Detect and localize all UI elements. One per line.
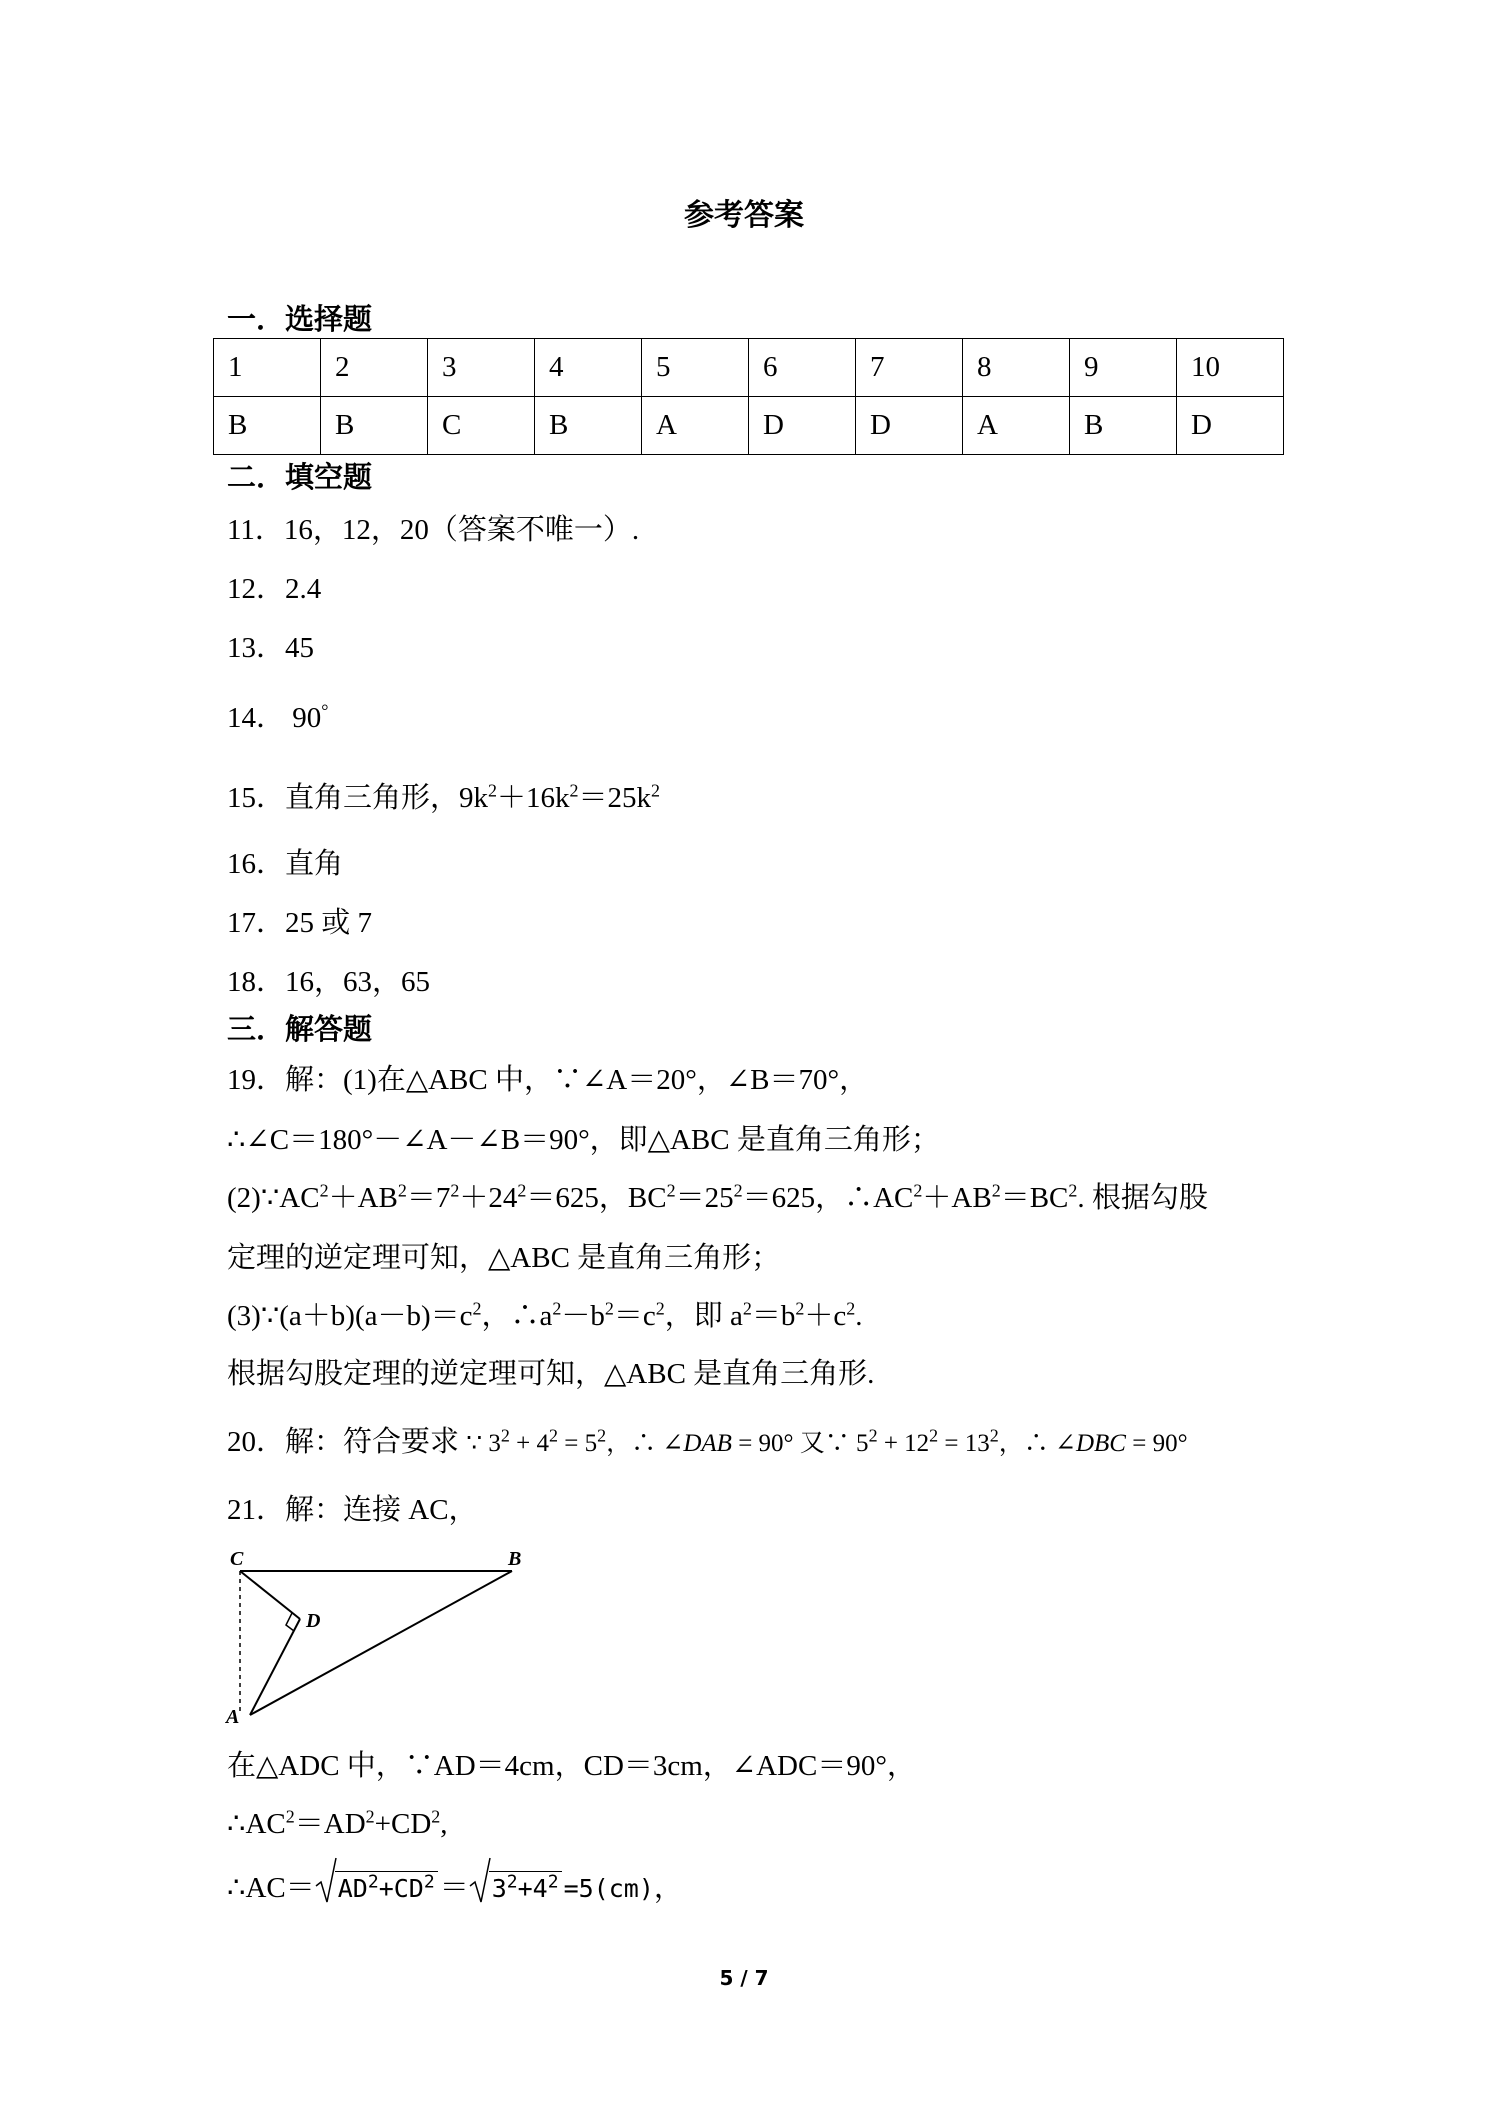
math-expression [466,1425,1188,1457]
exponent: 2 [552,1298,562,1319]
exponent: 2 [795,1298,805,1319]
page-number: 5 / 7 [719,1966,769,1990]
answer-line-15 [227,780,660,816]
sqrt-icon [315,1856,337,1904]
text: ＋AB [922,1182,992,1214]
text: 14． 90 [227,702,322,734]
answer-line-19-6: 根据勾股定理的逆定理可知，△ABC 是直角三角形. [227,1358,875,1390]
table-cell: D [749,397,856,455]
exponent: 2 [929,1425,939,1446]
exponent: 2 [742,1298,752,1319]
text: ＝7 [406,1182,451,1214]
table-cell: D [1177,397,1284,455]
exponent: 2 [666,1180,676,1201]
answer-line-21-1: 21．解：连接 AC， [227,1494,478,1526]
section-heading-solve: 三．解答题 [227,1012,373,1046]
exponent: 2 [367,1871,379,1893]
exponent: 2 [991,1180,1001,1201]
exponent: 2 [651,780,661,801]
text: ∴AC [227,1808,286,1840]
degree-mark: ° [321,700,329,721]
exponent: 2 [597,1425,607,1446]
text: 3 [491,1874,507,1903]
text: (3)∵(a＋b)(a－b)＝c [227,1300,473,1332]
label-a: A [226,1706,240,1725]
text: ＝ [439,1872,469,1904]
page-title: 参考答案 [684,198,804,233]
exponent: 2 [285,1806,295,1827]
answer-line-21-2: 在△ADC 中，∵AD＝4cm，CD＝3cm，∠ADC＝90°， [227,1750,916,1782]
answer-table-answer-row [214,397,1284,455]
text: ＝625，∴AC [742,1182,914,1214]
table-cell: 7 [856,339,963,397]
text: ＋AB [328,1182,398,1214]
text: ＝AD [294,1808,366,1840]
exponent: 2 [506,1871,518,1893]
exponent: 2 [488,780,498,801]
answer-line-19-4: 定理的逆定理可知，△ABC 是直角三角形； [227,1242,781,1274]
section-heading-choice: 一．选择题 [227,302,373,336]
answer-table-number-row [214,339,1284,397]
segment-ab [250,1571,512,1715]
exponent: 2 [472,1298,482,1319]
text: ，∴ ∠ [998,1430,1076,1457]
text: +CD [378,1874,424,1903]
exponent: 2 [319,1180,329,1201]
exponent: 2 [365,1806,375,1827]
text: ＝b [751,1300,796,1332]
text: ，即 a [664,1300,743,1332]
answer-line-14 [227,700,328,736]
answer-line-21-4 [227,1870,683,1907]
table-cell: A [642,397,749,455]
label-b: B [508,1548,522,1570]
answer-line-13: 13．45 [227,632,315,664]
text: ，∴ ∠ [606,1430,684,1457]
text: ，∴a [481,1300,553,1332]
table-cell: 10 [1177,339,1284,397]
table-cell: 2 [321,339,428,397]
exponent: 2 [655,1298,665,1319]
exponent: 2 [733,1180,743,1201]
table-cell: 5 [642,339,749,397]
text: 20．解：符合要求 [227,1426,467,1458]
table-cell: 8 [963,339,1070,397]
text: =5(cm) [563,1874,654,1903]
table-cell: B [321,397,428,455]
table-cell: C [428,397,535,455]
table-cell: B [1070,397,1177,455]
answer-line-12: 12．2.4 [227,573,322,605]
table-cell: 4 [535,339,642,397]
sqrt-content [335,1871,438,1903]
text: . [855,1300,863,1332]
table-cell: 1 [214,339,321,397]
label-d: D [306,1610,321,1632]
section-heading-fill: 二．填空题 [227,460,373,494]
text: －b [561,1300,605,1332]
exponent: 2 [450,1180,460,1201]
exponent: 2 [397,1180,407,1201]
exponent: 2 [868,1425,878,1446]
exponent: 2 [846,1298,856,1319]
text: ＝BC [1000,1182,1069,1214]
table-cell: B [535,397,642,455]
answer-table [213,338,1284,455]
segment-cd [240,1571,300,1619]
text: ＋16k [497,782,570,814]
exponent: 2 [604,1298,614,1319]
text: ＋24 [459,1182,518,1214]
text: ＝625，BC [526,1182,667,1214]
text: ＝c [613,1300,656,1332]
text: +CD [374,1808,432,1840]
text: = 5 [558,1430,598,1457]
answer-line-20 [227,1424,1188,1462]
text: + 12 [877,1430,930,1457]
table-cell: A [963,397,1070,455]
exponent: 2 [549,1425,559,1446]
text: ＝25 [675,1182,734,1214]
text: AD [337,1874,368,1903]
text: 15．直角三角形，9k [227,782,489,814]
answer-line-19-2: ∴∠C＝180°－∠A－∠B＝90°，即△ABC 是直角三角形； [227,1124,940,1156]
sqrt-expression [315,1870,438,1907]
table-cell: 6 [749,339,856,397]
text: ∵ 3 [466,1430,501,1457]
table-cell: D [856,397,963,455]
exponent: 2 [431,1806,441,1827]
table-cell: 3 [428,339,535,397]
text: = 13 [938,1430,990,1457]
text: + 4 [509,1430,550,1457]
text: ＝25k [578,782,652,814]
text: = 90° 又∵ 5 [731,1430,869,1457]
exponent: 2 [547,1871,559,1893]
text: DAB [683,1430,732,1457]
answer-line-19-3 [227,1180,1208,1216]
answer-line-19-1: 19．解：(1)在△ABC 中，∵∠A＝20°，∠B＝70°， [227,1064,869,1096]
answer-line-17: 17．25 或 7 [227,907,373,939]
answer-line-21-3 [227,1806,448,1842]
answer-line-18: 18．16，63，65 [227,966,431,998]
triangle-figure [222,1545,532,1725]
sqrt-content [489,1871,562,1903]
answer-line-16: 16．直角 [227,848,344,880]
label-c: C [230,1548,244,1570]
sqrt-icon [469,1856,491,1904]
text: ， [653,1872,683,1904]
text: = 90° [1125,1430,1188,1457]
table-cell: 9 [1070,339,1177,397]
answer-line-19-5 [227,1298,863,1334]
text: +4 [517,1874,548,1903]
text: ∴AC＝ [227,1872,315,1904]
text: ＋c [804,1300,847,1332]
text: , [440,1808,448,1840]
exponent: 2 [500,1425,510,1446]
text: . 根据勾股 [1077,1182,1208,1214]
exponent: 2 [989,1425,999,1446]
exponent: 2 [569,780,579,801]
sqrt-expression [469,1870,562,1907]
exponent: 2 [423,1871,435,1893]
text: (2)∵AC [227,1182,320,1214]
exponent: 2 [913,1180,923,1201]
exponent: 2 [517,1180,527,1201]
answer-line-11: 11．16，12，20（答案不唯一）. [227,514,640,546]
exponent: 2 [1068,1180,1078,1201]
text: DBC [1075,1430,1126,1457]
table-cell: B [214,397,321,455]
right-angle-mark [286,1613,294,1631]
